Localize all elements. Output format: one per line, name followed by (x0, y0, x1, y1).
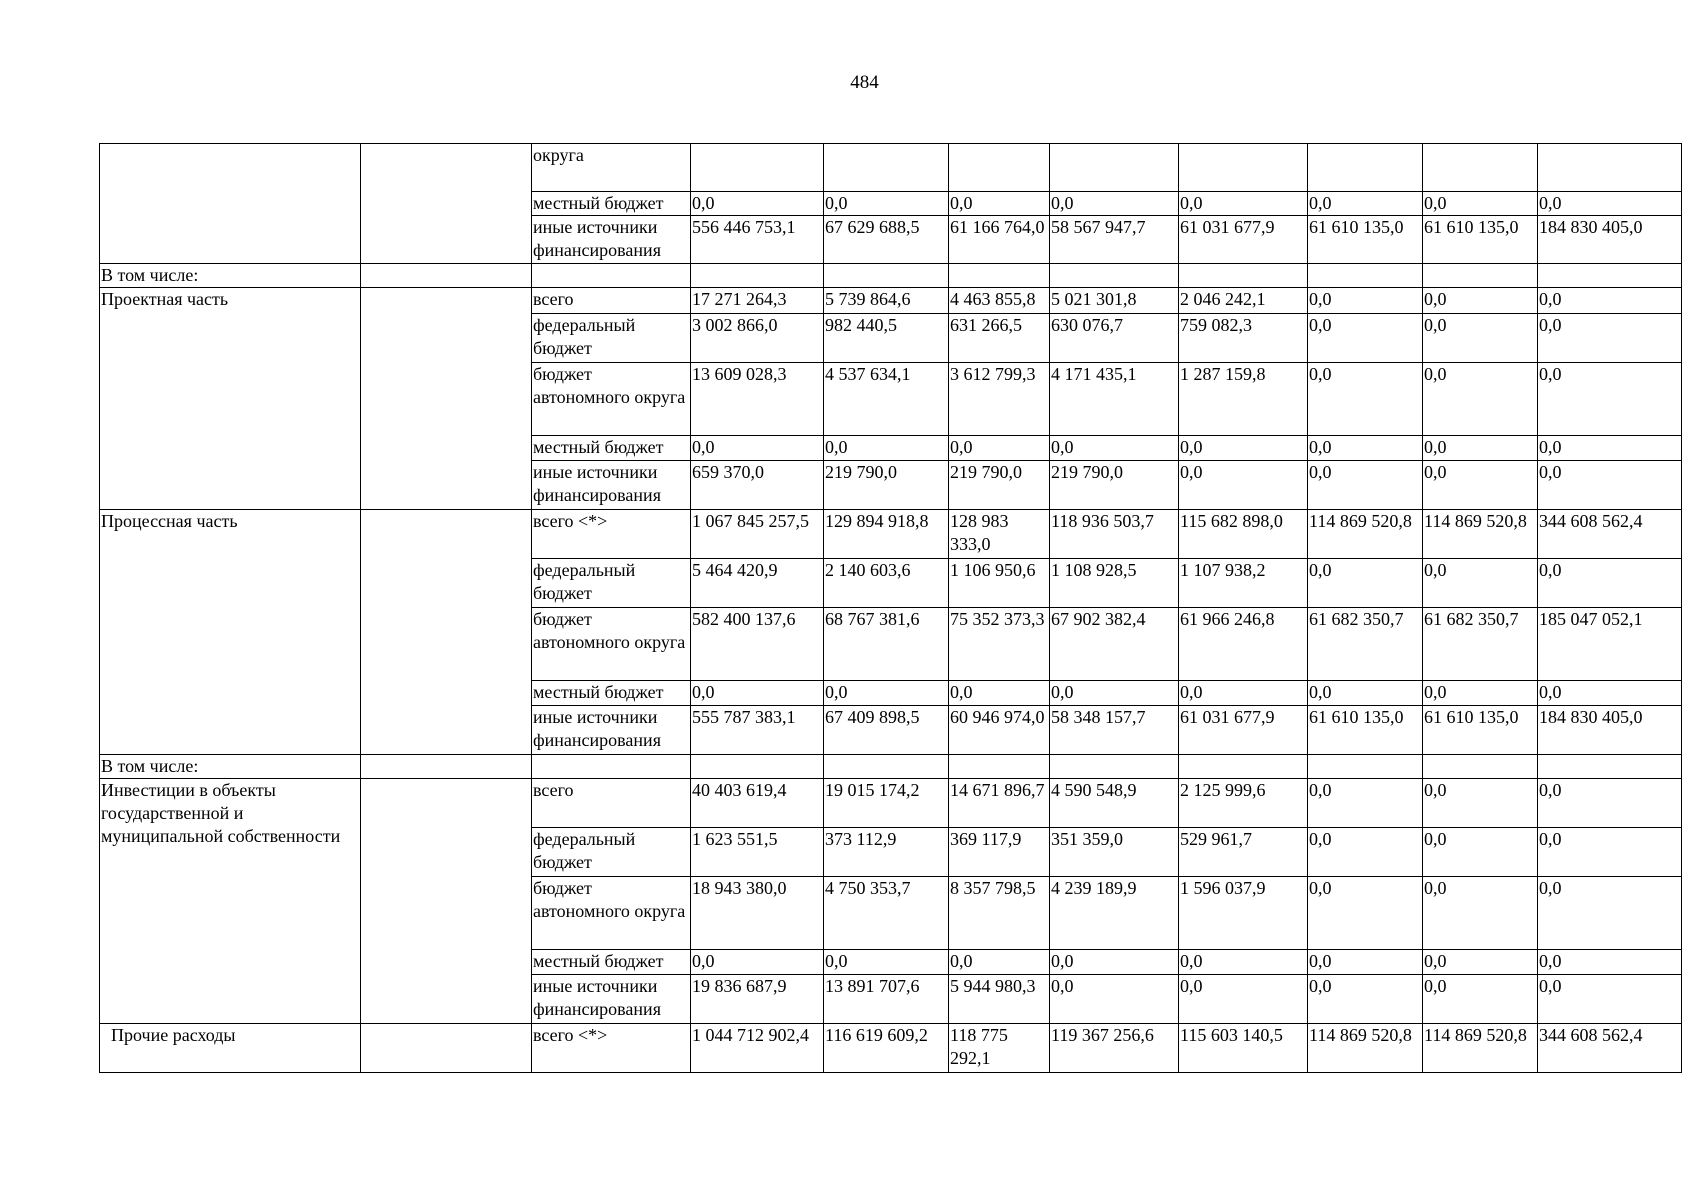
value-cell: 5 021 301,8 (1050, 288, 1179, 314)
empty-cell (1423, 264, 1538, 288)
value-cell: 13 891 707,6 (824, 975, 949, 1024)
value-cell: 555 787 383,1 (691, 706, 824, 755)
empty-cell (1050, 264, 1179, 288)
value-cell: 61 610 135,0 (1308, 706, 1423, 755)
executor-cell (361, 288, 532, 510)
row-group-label (100, 144, 361, 264)
value-cell: 0,0 (1179, 461, 1308, 510)
value-cell (824, 144, 949, 192)
value-cell: 0,0 (1308, 461, 1423, 510)
value-cell: 1 044 712 902,4 (691, 1024, 824, 1073)
value-cell: 759 082,3 (1179, 314, 1308, 363)
value-cell: 61 682 350,7 (1308, 608, 1423, 681)
value-cell: 5 739 864,6 (824, 288, 949, 314)
value-cell: 0,0 (691, 192, 824, 216)
value-cell: 0,0 (1538, 436, 1682, 461)
value-cell: 0,0 (1423, 681, 1538, 706)
value-cell: 61 166 764,0 (949, 216, 1050, 264)
funding-source-cell: бюджет автономного округа (532, 608, 691, 681)
table-row (100, 779, 1682, 828)
funding-source-cell: всего <*> (532, 510, 691, 559)
empty-cell (532, 755, 691, 779)
value-cell: 1 108 928,5 (1050, 559, 1179, 608)
value-cell: 61 031 677,9 (1179, 216, 1308, 264)
value-cell: 0,0 (1179, 950, 1308, 975)
value-cell: 344 608 562,4 (1538, 510, 1682, 559)
value-cell: 0,0 (1308, 314, 1423, 363)
empty-cell (1308, 755, 1423, 779)
empty-cell (1179, 755, 1308, 779)
value-cell: 4 171 435,1 (1050, 363, 1179, 436)
empty-cell (532, 264, 691, 288)
funding-source-cell: местный бюджет (532, 192, 691, 216)
table-row (100, 1024, 1682, 1073)
value-cell: 0,0 (1538, 975, 1682, 1024)
funding-source-cell: всего <*> (532, 1024, 691, 1073)
value-cell: 114 869 520,8 (1423, 510, 1538, 559)
value-cell (1308, 144, 1423, 192)
value-cell: 61 610 135,0 (1423, 216, 1538, 264)
value-cell: 0,0 (1423, 950, 1538, 975)
value-cell: 0,0 (1538, 779, 1682, 828)
value-cell (949, 144, 1050, 192)
value-cell: 0,0 (1538, 681, 1682, 706)
value-cell: 0,0 (1308, 877, 1423, 950)
value-cell: 0,0 (1308, 192, 1423, 216)
value-cell: 659 370,0 (691, 461, 824, 510)
executor-cell (361, 144, 532, 264)
value-cell: 0,0 (691, 950, 824, 975)
value-cell: 4 463 855,8 (949, 288, 1050, 314)
value-cell (691, 144, 824, 192)
value-cell: 0,0 (1423, 192, 1538, 216)
value-cell: 60 946 974,0 (949, 706, 1050, 755)
section-header-label: В том числе: (100, 264, 361, 288)
value-cell: 2 140 603,6 (824, 559, 949, 608)
funding-source-cell: бюджет автономного округа (532, 877, 691, 950)
value-cell: 1 107 938,2 (1179, 559, 1308, 608)
value-cell: 0,0 (1308, 363, 1423, 436)
value-cell: 0,0 (1308, 681, 1423, 706)
value-cell: 0,0 (1423, 314, 1538, 363)
empty-cell (691, 264, 824, 288)
value-cell: 0,0 (1423, 436, 1538, 461)
value-cell: 0,0 (1538, 192, 1682, 216)
value-cell: 0,0 (691, 681, 824, 706)
table-row (100, 288, 1682, 314)
funding-source-cell: иные источники финансирования (532, 975, 691, 1024)
value-cell: 8 357 798,5 (949, 877, 1050, 950)
value-cell (1050, 144, 1179, 192)
page-number: 484 (850, 72, 879, 93)
value-cell: 0,0 (949, 681, 1050, 706)
value-cell: 75 352 373,3 (949, 608, 1050, 681)
value-cell: 0,0 (1423, 877, 1538, 950)
empty-cell (1423, 755, 1538, 779)
funding-source-cell: местный бюджет (532, 950, 691, 975)
value-cell: 61 682 350,7 (1423, 608, 1538, 681)
value-cell: 1 623 551,5 (691, 828, 824, 877)
value-cell: 219 790,0 (824, 461, 949, 510)
empty-cell (361, 755, 532, 779)
value-cell: 631 266,5 (949, 314, 1050, 363)
value-cell: 19 015 174,2 (824, 779, 949, 828)
value-cell: 5 944 980,3 (949, 975, 1050, 1024)
value-cell: 0,0 (1538, 828, 1682, 877)
row-group-label: Прочие расходы (100, 1024, 361, 1073)
value-cell: 13 609 028,3 (691, 363, 824, 436)
value-cell: 0,0 (1308, 779, 1423, 828)
value-cell: 0,0 (1423, 975, 1538, 1024)
value-cell: 0,0 (1538, 288, 1682, 314)
value-cell: 0,0 (1050, 192, 1179, 216)
funding-source-cell: иные источники финансирования (532, 216, 691, 264)
value-cell: 0,0 (949, 950, 1050, 975)
value-cell: 184 830 405,0 (1538, 706, 1682, 755)
empty-cell (691, 755, 824, 779)
section-header-label: В том числе: (100, 755, 361, 779)
value-cell: 0,0 (1423, 461, 1538, 510)
value-cell: 116 619 609,2 (824, 1024, 949, 1073)
value-cell: 1 596 037,9 (1179, 877, 1308, 950)
value-cell: 0,0 (1179, 975, 1308, 1024)
value-cell: 58 567 947,7 (1050, 216, 1179, 264)
value-cell: 19 836 687,9 (691, 975, 824, 1024)
value-cell: 529 961,7 (1179, 828, 1308, 877)
value-cell: 18 943 380,0 (691, 877, 824, 950)
value-cell: 2 125 999,6 (1179, 779, 1308, 828)
funding-source-cell: местный бюджет (532, 681, 691, 706)
value-cell: 4 239 189,9 (1050, 877, 1179, 950)
value-cell: 0,0 (824, 436, 949, 461)
value-cell: 982 440,5 (824, 314, 949, 363)
value-cell: 0,0 (1538, 877, 1682, 950)
value-cell: 556 446 753,1 (691, 216, 824, 264)
value-cell: 67 902 382,4 (1050, 608, 1179, 681)
value-cell: 0,0 (1179, 436, 1308, 461)
value-cell: 68 767 381,6 (824, 608, 949, 681)
value-cell: 184 830 405,0 (1538, 216, 1682, 264)
row-group-label: Проектная часть (100, 288, 361, 510)
funding-source-cell: всего (532, 288, 691, 314)
value-cell: 0,0 (1423, 363, 1538, 436)
funding-source-cell: иные источники финансирования (532, 706, 691, 755)
value-cell: 369 117,9 (949, 828, 1050, 877)
empty-cell (1308, 264, 1423, 288)
value-cell: 119 367 256,6 (1050, 1024, 1179, 1073)
value-cell: 0,0 (1308, 436, 1423, 461)
section-header-row (100, 755, 1682, 779)
funding-source-cell: федеральный бюджет (532, 828, 691, 877)
executor-cell (361, 510, 532, 755)
value-cell: 0,0 (1050, 681, 1179, 706)
funding-source-cell: иные источники финансирования (532, 461, 691, 510)
value-cell: 114 869 520,8 (1423, 1024, 1538, 1073)
value-cell: 61 966 246,8 (1179, 608, 1308, 681)
value-cell: 185 047 052,1 (1538, 608, 1682, 681)
value-cell: 4 750 353,7 (824, 877, 949, 950)
value-cell: 4 537 634,1 (824, 363, 949, 436)
value-cell: 373 112,9 (824, 828, 949, 877)
budget-table-body (100, 144, 1682, 1073)
value-cell: 67 409 898,5 (824, 706, 949, 755)
value-cell: 17 271 264,3 (691, 288, 824, 314)
value-cell: 58 348 157,7 (1050, 706, 1179, 755)
value-cell: 0,0 (691, 436, 824, 461)
section-header-row (100, 264, 1682, 288)
funding-source-cell: всего (532, 779, 691, 828)
table-row (100, 144, 1682, 192)
value-cell (1423, 144, 1538, 192)
value-cell: 3 002 866,0 (691, 314, 824, 363)
value-cell: 630 076,7 (1050, 314, 1179, 363)
table-row (100, 510, 1682, 559)
value-cell: 129 894 918,8 (824, 510, 949, 559)
value-cell: 61 610 135,0 (1308, 216, 1423, 264)
funding-source-cell: федеральный бюджет (532, 314, 691, 363)
value-cell: 0,0 (1308, 950, 1423, 975)
row-group-label: Процессная часть (100, 510, 361, 755)
value-cell: 0,0 (1179, 681, 1308, 706)
value-cell: 0,0 (1423, 828, 1538, 877)
value-cell: 2 046 242,1 (1179, 288, 1308, 314)
value-cell: 0,0 (1050, 436, 1179, 461)
empty-cell (1538, 264, 1682, 288)
value-cell: 0,0 (824, 192, 949, 216)
value-cell: 5 464 420,9 (691, 559, 824, 608)
value-cell: 115 682 898,0 (1179, 510, 1308, 559)
value-cell: 0,0 (1308, 828, 1423, 877)
value-cell: 0,0 (824, 681, 949, 706)
empty-cell (824, 755, 949, 779)
value-cell: 114 869 520,8 (1308, 510, 1423, 559)
value-cell: 0,0 (1423, 559, 1538, 608)
value-cell: 1 287 159,8 (1179, 363, 1308, 436)
funding-source-cell: бюджет автономного округа (532, 363, 691, 436)
value-cell: 351 359,0 (1050, 828, 1179, 877)
value-cell: 0,0 (1050, 975, 1179, 1024)
value-cell: 61 610 135,0 (1423, 706, 1538, 755)
value-cell: 0,0 (1308, 975, 1423, 1024)
value-cell (1179, 144, 1308, 192)
value-cell: 0,0 (1179, 192, 1308, 216)
empty-cell (1050, 755, 1179, 779)
value-cell: 0,0 (1538, 461, 1682, 510)
value-cell: 0,0 (949, 192, 1050, 216)
value-cell: 582 400 137,6 (691, 608, 824, 681)
funding-source-cell: округа (532, 144, 691, 192)
empty-cell (361, 264, 532, 288)
value-cell: 0,0 (1423, 779, 1538, 828)
value-cell: 0,0 (824, 950, 949, 975)
value-cell: 40 403 619,4 (691, 779, 824, 828)
budget-table (99, 143, 1682, 1073)
executor-cell (361, 779, 532, 1024)
value-cell: 14 671 896,7 (949, 779, 1050, 828)
value-cell (1538, 144, 1682, 192)
executor-cell (361, 1024, 532, 1073)
value-cell: 118 775 292,1 (949, 1024, 1050, 1073)
value-cell: 0,0 (1308, 559, 1423, 608)
value-cell: 114 869 520,8 (1308, 1024, 1423, 1073)
funding-source-cell: местный бюджет (532, 436, 691, 461)
value-cell: 0,0 (1538, 950, 1682, 975)
empty-cell (824, 264, 949, 288)
value-cell: 0,0 (949, 436, 1050, 461)
value-cell: 61 031 677,9 (1179, 706, 1308, 755)
value-cell: 115 603 140,5 (1179, 1024, 1308, 1073)
empty-cell (949, 264, 1050, 288)
empty-cell (949, 755, 1050, 779)
value-cell: 128 983 333,0 (949, 510, 1050, 559)
value-cell: 0,0 (1538, 363, 1682, 436)
value-cell: 0,0 (1538, 314, 1682, 363)
value-cell: 0,0 (1050, 950, 1179, 975)
value-cell: 344 608 562,4 (1538, 1024, 1682, 1073)
value-cell: 0,0 (1308, 288, 1423, 314)
row-group-label: Инвестиции в объекты государственной и муниципальной собственности (100, 779, 361, 1024)
value-cell: 67 629 688,5 (824, 216, 949, 264)
value-cell: 219 790,0 (1050, 461, 1179, 510)
value-cell: 4 590 548,9 (1050, 779, 1179, 828)
value-cell: 0,0 (1538, 559, 1682, 608)
funding-source-cell: федеральный бюджет (532, 559, 691, 608)
empty-cell (1179, 264, 1308, 288)
empty-cell (1538, 755, 1682, 779)
value-cell: 0,0 (1423, 288, 1538, 314)
value-cell: 3 612 799,3 (949, 363, 1050, 436)
value-cell: 1 106 950,6 (949, 559, 1050, 608)
value-cell: 118 936 503,7 (1050, 510, 1179, 559)
value-cell: 1 067 845 257,5 (691, 510, 824, 559)
value-cell: 219 790,0 (949, 461, 1050, 510)
